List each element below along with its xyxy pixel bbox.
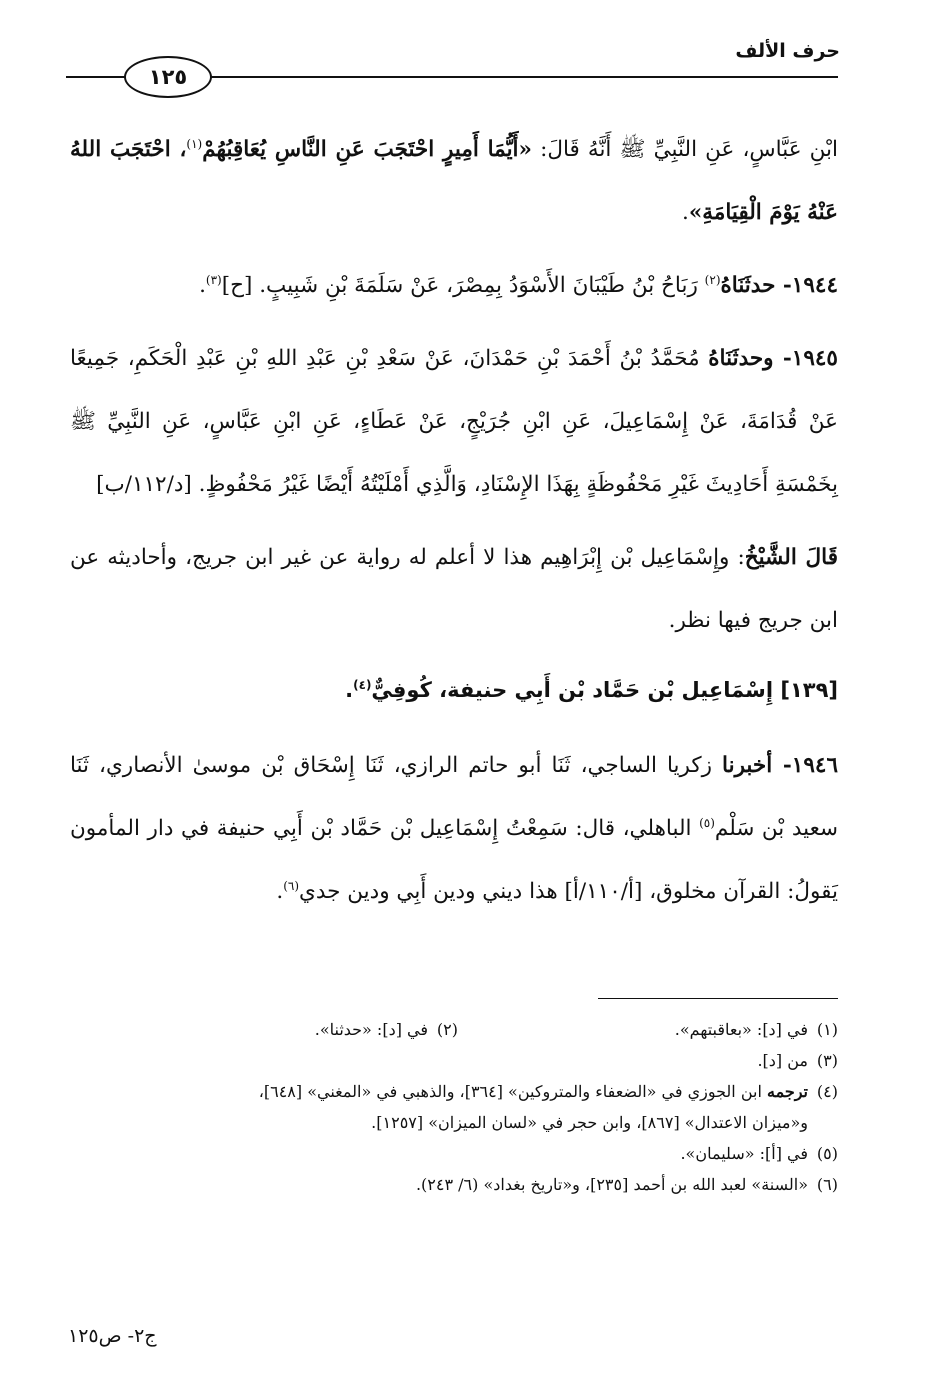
footnote-text — [70, 1076, 808, 1107]
page-number-badge: ١٢٥ — [124, 56, 212, 98]
p2-keyword: حدثَنَاهُ — [720, 273, 776, 298]
footnote-number: (٣) — [816, 1051, 838, 1070]
footnote-text: من [د]. — [757, 1051, 808, 1070]
p5-text2: الباهلي، قال: سَمِعْتُ إِسْمَاعِيل بْن حَمَّاد بْن أَبِي حنيفة في دار المأمون يَقولُ: القرآن مخلوق، [أ/١١٠/أ] هذا ديني ودين أَبِي ودين جدي — [70, 816, 838, 904]
paragraph-hadith-1945 — [70, 327, 838, 516]
footnote-text: في [د]: «بعاقبتهم». — [674, 1020, 808, 1039]
footnote-number: (١) — [816, 1020, 838, 1039]
footnote-1 — [458, 1014, 838, 1045]
p1-tail: . — [682, 200, 689, 225]
volume-page-reference: ج٢- ص١٢٥ — [68, 1325, 157, 1347]
p2-text: رَبَاحُ بْنُ طَيْبَانَ الأَسْوَدُ بِمِصْرَ، عَنْ سَلَمَةَ بْنِ شَبِيبٍ. [ح] — [221, 273, 705, 298]
footnote-separator — [598, 998, 838, 999]
heading-text: [١٣٩] إِسْمَاعِيل بْن حَمَّاد بْن أَبِي حنيفة، كُوفِيٌّ — [371, 678, 838, 702]
paragraph-hadith-1946 — [70, 734, 838, 923]
p1-text: ابْنِ عَبَّاسٍ، عَنِ النَّبِيِّ ﷺ أَنَّهُ قَالَ: — [531, 137, 838, 162]
hadith-number-1946: ١٩٤٦- — [772, 753, 838, 778]
paragraph-hadith-1944 — [70, 254, 838, 317]
running-title: حرف الألف — [735, 40, 840, 62]
footnote-row — [70, 1014, 838, 1045]
footnote-ref-2: (٢) — [704, 272, 721, 287]
footnote-text: في [د]: «حدثنا». — [314, 1020, 428, 1039]
footnote-ref-3: (٣) — [205, 272, 222, 287]
hadith-number-1945: ١٩٤٥- — [773, 346, 838, 371]
p4-keyword: قَالَ الشَّيْخُ — [744, 545, 838, 570]
footnote-5 — [70, 1138, 838, 1169]
footnote-text-main: ابن الجوزي في «الضعفاء والمتروكين» [٣٦٤]، والذهبي في «المغني» [٦٤٨]، — [258, 1082, 767, 1101]
footnote-ref-4: (٤) — [353, 678, 372, 692]
p4-text: : وإِسْمَاعِيل بْن إِبْرَاهِيم هذا لا أعلم له رواية عن غير ابن جريج، وأحاديثه عن ابن جريج فيها نظر. — [70, 545, 838, 633]
p5-keyword: أخبرنا — [722, 753, 773, 778]
p5-tail: . — [276, 879, 284, 904]
p3-keyword: وحدثَنَاهُ — [708, 346, 774, 371]
p1-quote-end: ، احْتَجَبَ اللهُ عَنْهُ يَوْمَ الْقِيَامَةِ» — [70, 137, 838, 225]
footnote-number: (٥) — [816, 1144, 838, 1163]
footnote-4 — [70, 1076, 838, 1107]
entry-heading-139 — [70, 670, 838, 710]
footnote-text: «السنة» لعبد الله بن أحمد [٢٣٥]، و«تاريخ بغداد» (٦/ ٢٤٣). — [415, 1175, 808, 1194]
footnote-6 — [70, 1169, 838, 1200]
footnote-text: في [أ]: «سليمان». — [680, 1144, 808, 1163]
footnote-number: (٢) — [436, 1020, 458, 1039]
p2-tail: . — [199, 273, 206, 298]
footnote-keyword: ترجمه — [767, 1082, 808, 1101]
footnote-ref-1: (١) — [186, 136, 203, 151]
paragraph-hadith-1943-end — [70, 118, 838, 244]
paragraph-sheikh-comment — [70, 526, 838, 652]
main-text — [70, 118, 838, 933]
footnote-ref-5: (٥) — [699, 815, 715, 830]
footnote-ref-6: (٦) — [283, 878, 300, 893]
footnote-number: (٤) — [816, 1082, 838, 1101]
footnote-4-continuation: و«ميزان الاعتدال» [٨٦٧]، وابن حجر في «لسان الميزان» [١٢٥٧]. — [371, 1113, 808, 1132]
footnotes — [70, 1014, 838, 1200]
footnote-number: (٦) — [816, 1175, 838, 1194]
footnote-3 — [70, 1045, 838, 1076]
footnote-2 — [78, 1014, 458, 1045]
heading-tail: . — [345, 678, 354, 702]
hadith-number-1944: ١٩٤٤- — [775, 273, 838, 298]
p3-text: مُحَمَّدُ بْنُ أَحْمَدَ بْنِ حَمْدَانَ، عَنْ سَعْدِ بْنِ عَبْدِ اللهِ بْنِ عَبْدِ الْحَكَمِ، جَمِيعًا عَنْ قُدَامَةَ، عَنْ إِسْمَاعِيلَ، عَنِ ابْنِ جُرَيْجٍ، عَنْ عَطَاءٍ، عَنِ ابْنِ عَبَّاسٍ، عَنِ النَّبِيِّ ﷺ بِخَمْسَةِ أَحَادِيثَ غَيْرِ مَحْفُوظَةٍ بِهَذَا الإِسْنَادِ، وَالَّذِي أَمْلَيْتُهُ أَيْضًا غَيْرُ مَحْفُوظٍ. [د/١١٢/ب] — [70, 346, 838, 497]
p1-quote: «أَيُّمَا أَمِيرٍ احْتَجَبَ عَنِ النَّاسِ يُعَاقِبُهُمْ — [202, 137, 532, 162]
p5-text: زكريا الساجي، ثَنَا أبو حاتم الرازي، ثَنَا إِسْحَاق بْن موسىٰ الأنصاري، ثَنَا سعيد بْن سَلْم — [70, 753, 839, 841]
